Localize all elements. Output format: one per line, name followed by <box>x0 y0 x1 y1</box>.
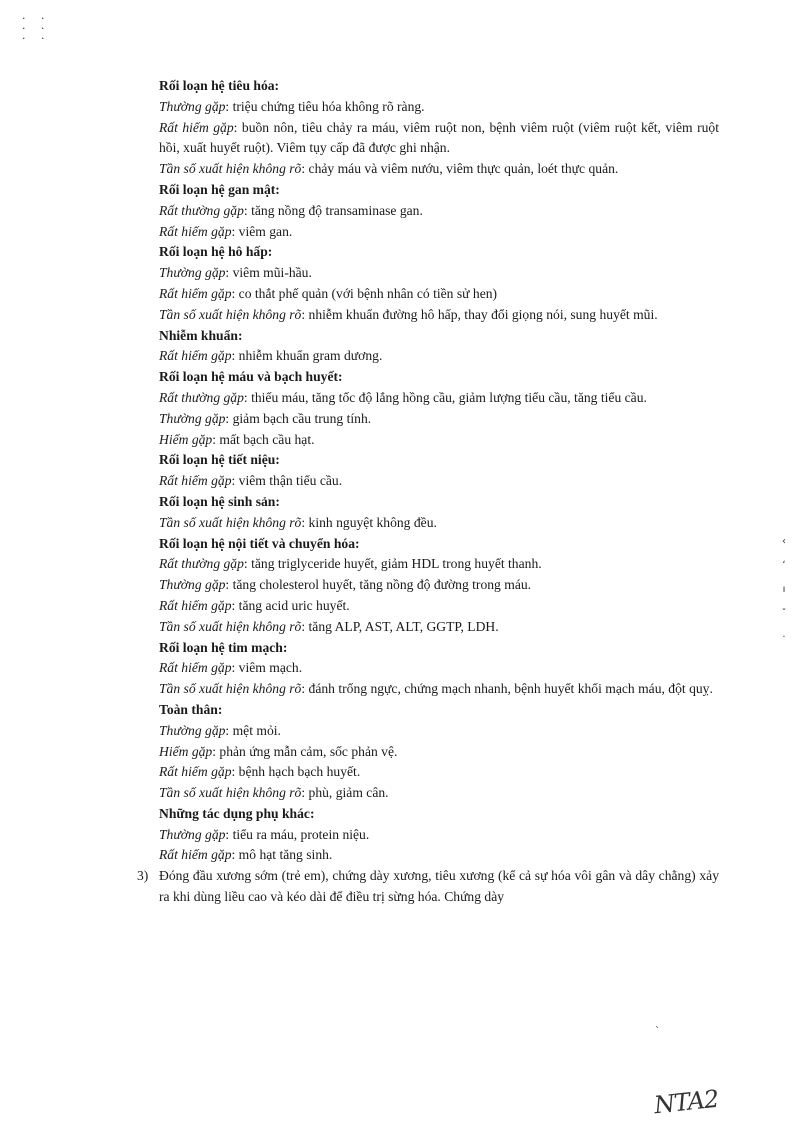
effects-text: : thiếu máu, tăng tốc độ lắng hồng cầu, giảm lượng tiểu cầu, tăng tiểu cầu. <box>243 389 647 405</box>
frequency-item <box>159 554 719 575</box>
effects-text: : nhiễm khuẩn gram dương. <box>231 348 383 364</box>
effects-text: : nhiễm khuẩn đường hô hấp, thay đổi giọng nói, sung huyết mũi. <box>301 306 658 322</box>
frequency-item <box>159 201 719 222</box>
frequency-label: Thường gặp <box>159 577 226 593</box>
document-body <box>137 76 719 908</box>
frequency-label: Rất hiếm gặp <box>159 473 232 489</box>
frequency-item <box>159 471 719 492</box>
effects-text: : tiểu ra máu, protein niệu. <box>225 826 370 842</box>
frequency-item <box>159 845 719 866</box>
frequency-label: Rất thường gặp <box>159 389 244 405</box>
frequency-label: Thường gặp <box>159 265 226 281</box>
effects-text: : tăng nồng độ transaminase gan. <box>243 202 423 218</box>
frequency-label: Tần số xuất hiện không rõ <box>159 161 302 177</box>
margin-tick-mark: ˋ <box>655 1026 660 1037</box>
section-heading: Những tác dụng phụ khác: <box>159 805 315 821</box>
frequency-label: Rất hiếm gặp <box>159 847 232 863</box>
section-heading: Toàn thân: <box>159 701 223 717</box>
frequency-label: Thường gặp <box>159 826 226 842</box>
frequency-label: Rất hiếm gặp <box>159 285 232 301</box>
effects-text: : bệnh hạch bạch huyết. <box>231 764 361 780</box>
frequency-item <box>159 658 719 679</box>
effects-text: : mô hạt tăng sinh. <box>231 847 333 863</box>
handwritten-initials: NTA2 <box>652 1084 720 1120</box>
section-heading: Rối loạn hệ gan mật: <box>159 181 280 197</box>
frequency-label: Rất thường gặp <box>159 556 244 572</box>
frequency-label: Rất hiếm gặp <box>159 764 232 780</box>
frequency-item <box>159 596 719 617</box>
section-heading: Rối loạn hệ tim mạch: <box>159 639 288 655</box>
section-heading: Rối loạn hệ sinh sản: <box>159 493 280 509</box>
frequency-item <box>159 284 719 305</box>
effects-text: : tăng triglyceride huyết, giảm HDL trong huyết thanh. <box>243 556 542 572</box>
frequency-item <box>159 263 719 284</box>
paragraph-text: Đóng đầu xương sớm (trẻ em), chứng dày xương, tiêu xương (kể cả sự hóa vôi gân và dây chằng) xảy ra khi dùng liều cao và kéo dài để điều trị sừng hóa. Chứng dày <box>159 868 719 905</box>
frequency-label: Rất hiếm gặp <box>159 119 234 135</box>
frequency-item <box>159 513 719 534</box>
section-heading: Rối loạn hệ hô hấp: <box>159 244 273 260</box>
effects-text: : phản ứng mẫn cảm, sốc phản vệ. <box>212 743 398 759</box>
frequency-label: Thường gặp <box>159 98 226 114</box>
frequency-item <box>159 742 719 763</box>
effects-text: : giảm bạch cầu trung tính. <box>225 410 372 426</box>
frequency-label: Rất hiếm gặp <box>159 597 232 613</box>
effects-text: : viêm mũi-hầu. <box>225 265 312 281</box>
frequency-item <box>159 783 719 804</box>
scan-speck-marks: · · · · · · <box>22 12 51 45</box>
frequency-label: Hiếm gặp <box>159 743 213 759</box>
frequency-label: Tần số xuất hiện không rõ <box>159 785 302 801</box>
margin-stamp-marks: ‹ ʻ ı ˇ · <box>781 536 787 643</box>
numbered-paragraph <box>137 866 719 908</box>
effects-text: : triệu chứng tiêu hóa không rõ ràng. <box>225 98 425 114</box>
effects-text: : viêm gan. <box>231 223 293 239</box>
effects-text: : chảy máu và viêm nướu, viêm thực quản, loét thực quản. <box>301 161 619 177</box>
paragraph-number: 3) <box>137 868 149 884</box>
effects-text: : tăng acid uric huyết. <box>231 597 350 613</box>
effects-text: : mệt mỏi. <box>225 722 281 738</box>
frequency-item <box>159 118 719 160</box>
frequency-item <box>159 679 719 700</box>
frequency-label: Thường gặp <box>159 722 226 738</box>
effects-text: : đánh trống ngực, chứng mạch nhanh, bệnh huyết khối mạch máu, đột quỵ. <box>301 681 713 697</box>
section-heading: Rối loạn hệ máu và bạch huyết: <box>159 369 343 385</box>
section-heading: Nhiễm khuẩn: <box>159 327 243 343</box>
frequency-item <box>159 762 719 783</box>
frequency-label: Tần số xuất hiện không rõ <box>159 681 302 697</box>
frequency-item <box>159 409 719 430</box>
effects-text: : kinh nguyệt không đều. <box>301 514 437 530</box>
effects-text: : viêm mạch. <box>231 660 303 676</box>
frequency-label: Rất hiếm gặp <box>159 223 232 239</box>
frequency-label: Tần số xuất hiện không rõ <box>159 514 302 530</box>
frequency-item <box>159 575 719 596</box>
frequency-item <box>159 97 719 118</box>
frequency-item <box>159 388 719 409</box>
section-heading: Rối loạn hệ nội tiết và chuyển hóa: <box>159 535 360 551</box>
effects-text: : co thắt phế quản (với bệnh nhân có tiền sử hen) <box>231 285 498 301</box>
effects-text: : viêm thận tiểu cầu. <box>231 473 343 489</box>
frequency-item <box>159 346 719 367</box>
frequency-item <box>159 222 719 243</box>
frequency-label: Tần số xuất hiện không rõ <box>159 306 302 322</box>
effects-text: : phù, giảm cân. <box>301 785 389 801</box>
frequency-label: Thường gặp <box>159 410 226 426</box>
frequency-label: Rất hiếm gặp <box>159 348 232 364</box>
effects-text: : buồn nôn, tiêu chảy ra máu, viêm ruột non, bệnh viêm ruột (viêm ruột kết, viêm ruột hồi, xuất huyết ruột). Viêm tụy cấp đã được ghi nhận. <box>159 119 719 156</box>
frequency-label: Hiếm gặp <box>159 431 213 447</box>
effects-text: : mất bạch cầu hạt. <box>212 431 315 447</box>
section-heading: Rối loạn hệ tiết niệu: <box>159 452 280 468</box>
frequency-item <box>159 305 719 326</box>
frequency-label: Rất hiếm gặp <box>159 660 232 676</box>
frequency-item <box>159 430 719 451</box>
frequency-item <box>159 825 719 846</box>
frequency-item <box>159 159 719 180</box>
frequency-item <box>159 721 719 742</box>
frequency-label: Tần số xuất hiện không rõ <box>159 618 302 634</box>
effects-text: : tăng ALP, AST, ALT, GGTP, LDH. <box>301 618 499 634</box>
section-heading: Rối loạn hệ tiêu hóa: <box>159 78 280 93</box>
frequency-label: Rất thường gặp <box>159 202 244 218</box>
frequency-item <box>159 617 719 638</box>
effects-text: : tăng cholesterol huyết, tăng nồng độ đường trong máu. <box>225 577 532 593</box>
